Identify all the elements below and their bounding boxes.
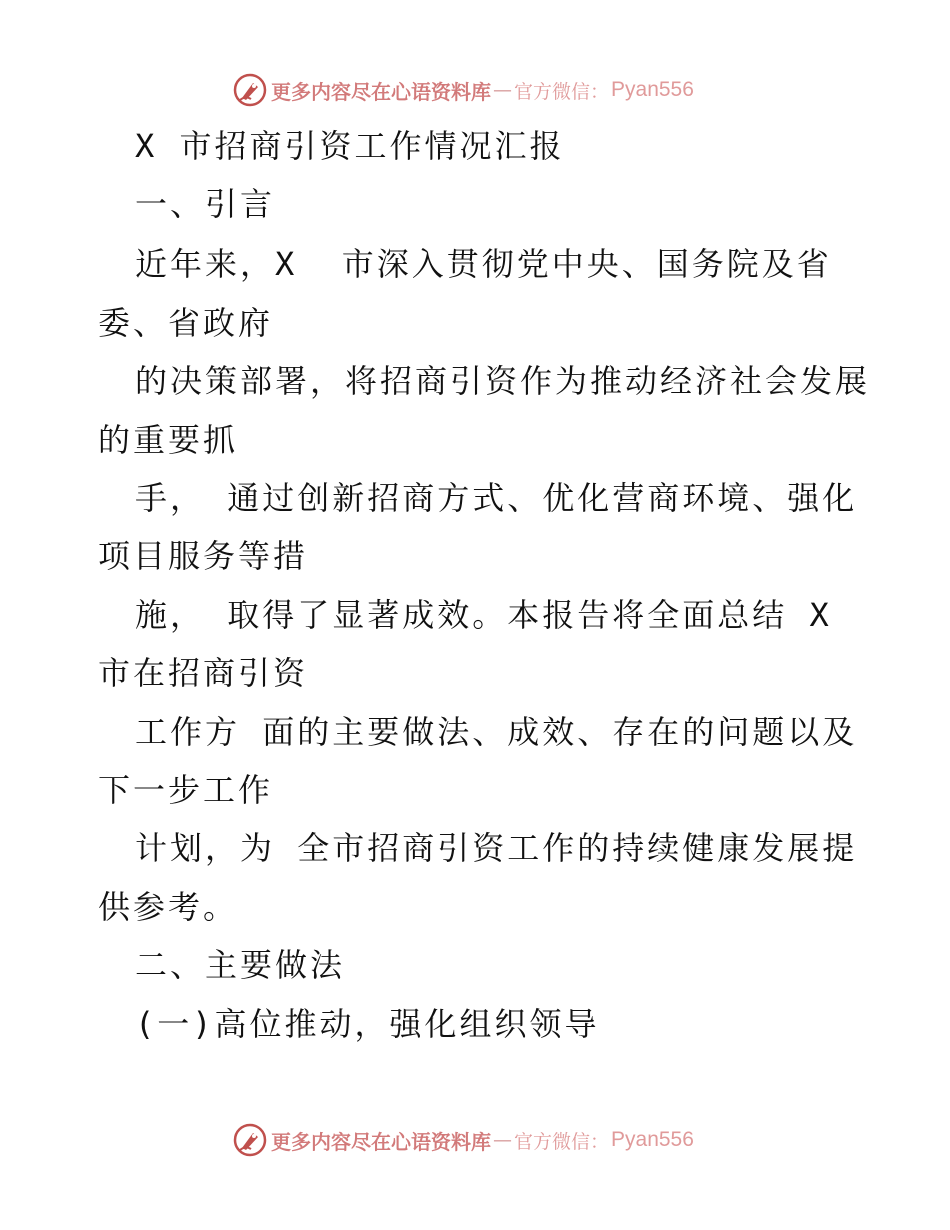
- paragraph-line: 计划，为 全市招商引资工作的持续健康发展提: [135, 829, 858, 867]
- paragraph-line: 近年来，X 市深入贯彻党中央、国务院及省: [135, 245, 832, 283]
- paragraph-line: 项目服务等措: [98, 537, 309, 575]
- paragraph-line: 委、省政府: [98, 304, 274, 342]
- paragraph-line: 施， 取得了显著成效。本报告将全面总结 X: [135, 596, 832, 634]
- watermark-brand-text: 更多内容尽在心语资料库: [271, 79, 491, 104]
- pen-nib-logo-icon: [233, 1123, 267, 1157]
- header-watermark-banner: [233, 70, 694, 110]
- watermark-brand-text: 更多内容尽在心语资料库: [271, 1129, 491, 1154]
- subsection-heading: (一)高位推动，强化组织领导: [135, 1005, 600, 1043]
- paragraph-line: 的决策部署，将招商引资作为推动经济社会发展: [135, 362, 871, 400]
- section-heading-intro: 一、引言: [135, 185, 276, 223]
- paragraph-line: 市在招商引资: [98, 654, 309, 692]
- watermark-wechat-handle: Pyan556: [611, 1128, 694, 1151]
- watermark-separator: —: [493, 79, 512, 101]
- paragraph-line: 手， 通过创新招商方式、优化营商环境、强化: [135, 479, 858, 517]
- watermark-wechat-handle: Pyan556: [611, 78, 694, 101]
- document-title: X 市招商引资工作情况汇报: [135, 127, 565, 165]
- watermark-separator: —: [493, 1129, 512, 1151]
- paragraph-line: 的重要抓: [98, 421, 239, 459]
- footer-watermark-banner: [233, 1120, 694, 1160]
- pen-nib-logo-icon: [233, 73, 267, 107]
- section-heading-main-practices: 二、主要做法: [135, 946, 346, 984]
- watermark-wechat-label: 官方微信：: [514, 1130, 610, 1153]
- paragraph-line: 工作方 面的主要做法、成效、存在的问题以及: [135, 713, 858, 751]
- paragraph-line: 供参考。: [98, 888, 239, 926]
- watermark-wechat-label: 官方微信：: [514, 80, 610, 103]
- paragraph-line: 下一步工作: [98, 771, 274, 809]
